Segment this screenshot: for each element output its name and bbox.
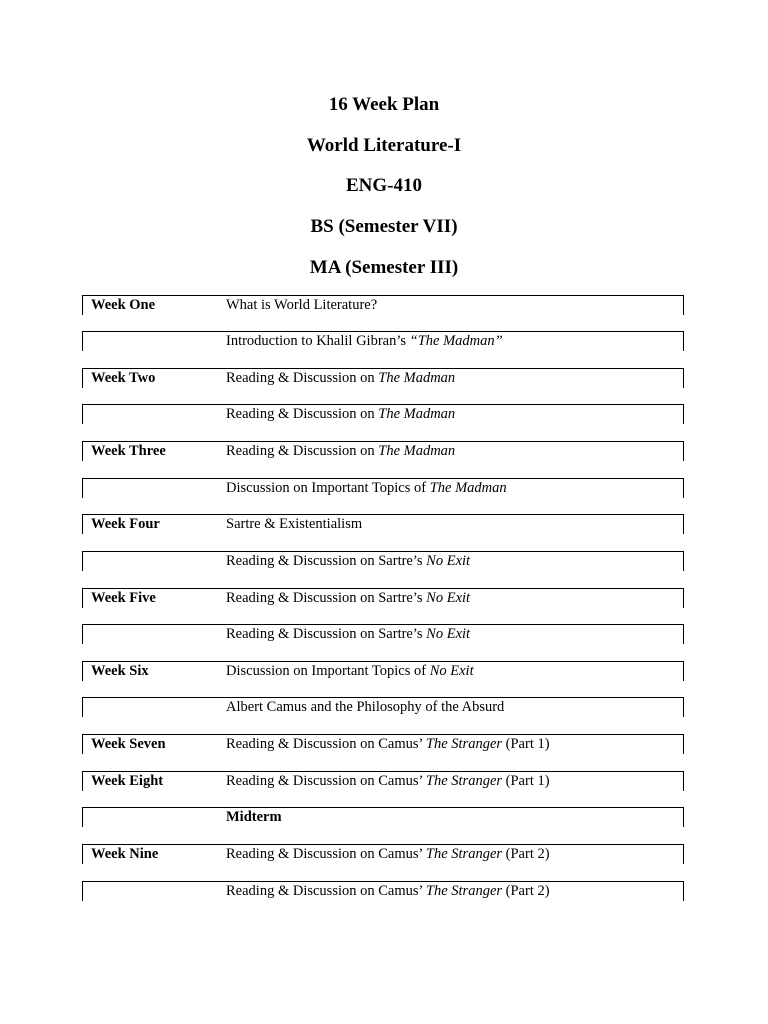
week-label: Week Six [91,663,149,679]
table-row [82,295,684,315]
topic-cell: Sartre & Existentialism [226,516,363,532]
topic-cell: Reading & Discussion on Sartre’s No Exit [226,626,471,642]
table-row [82,697,684,717]
week-label: Week Nine [91,846,159,862]
topic-cell: Reading & Discussion on Sartre’s No Exit [226,590,471,606]
table-row [82,661,684,681]
topic-cell: Discussion on Important Topics of The Madman [226,480,507,496]
topic-cell: Reading & Discussion on Camus’ The Stranger (Part 2) [226,883,550,899]
course-code: ENG-410 [346,175,422,196]
table-row [82,478,684,498]
table-row [82,551,684,571]
topic-cell: Reading & Discussion on Camus’ The Stranger (Part 1) [226,736,550,752]
course-title: World Literature-I [306,135,462,156]
topic-cell: Reading & Discussion on The Madman [226,443,456,459]
page-title: 16 Week Plan [328,94,440,115]
week-label: Week Eight [91,773,164,789]
topic-cell: What is World Literature? [226,297,378,313]
week-label: Week One [91,297,156,313]
week-label: Week Two [91,370,156,386]
table-row [82,514,684,534]
topic-cell: Introduction to Khalil Gibran’s “The Madman” [226,333,503,349]
table-row [82,807,684,827]
week-label: Week Four [91,516,160,532]
topic-cell: Reading & Discussion on Camus’ The Stranger (Part 1) [226,773,550,789]
topic-cell: Albert Camus and the Philosophy of the Absurd [226,699,505,715]
table-row [82,624,684,644]
topic-cell: Discussion on Important Topics of No Exit [226,663,474,679]
program-bs: BS (Semester VII) [310,216,458,237]
topic-cell: Reading & Discussion on Sartre’s No Exit [226,553,471,569]
topic-cell: Reading & Discussion on The Madman [226,370,456,386]
table-row [82,771,684,791]
table-row [82,404,684,424]
table-row [82,734,684,754]
topic-cell: Midterm [226,809,282,825]
week-label: Week Five [91,590,156,606]
topic-cell: Reading & Discussion on Camus’ The Stranger (Part 2) [226,846,550,862]
topic-cell: Reading & Discussion on The Madman [226,406,456,422]
table-row [82,844,684,864]
week-label: Week Seven [91,736,166,752]
table-row [82,588,684,608]
program-ma: MA (Semester III) [309,257,459,278]
table-row [82,441,684,461]
table-row [82,331,684,351]
table-row [82,881,684,901]
week-label: Week Three [91,443,166,459]
table-row [82,368,684,388]
